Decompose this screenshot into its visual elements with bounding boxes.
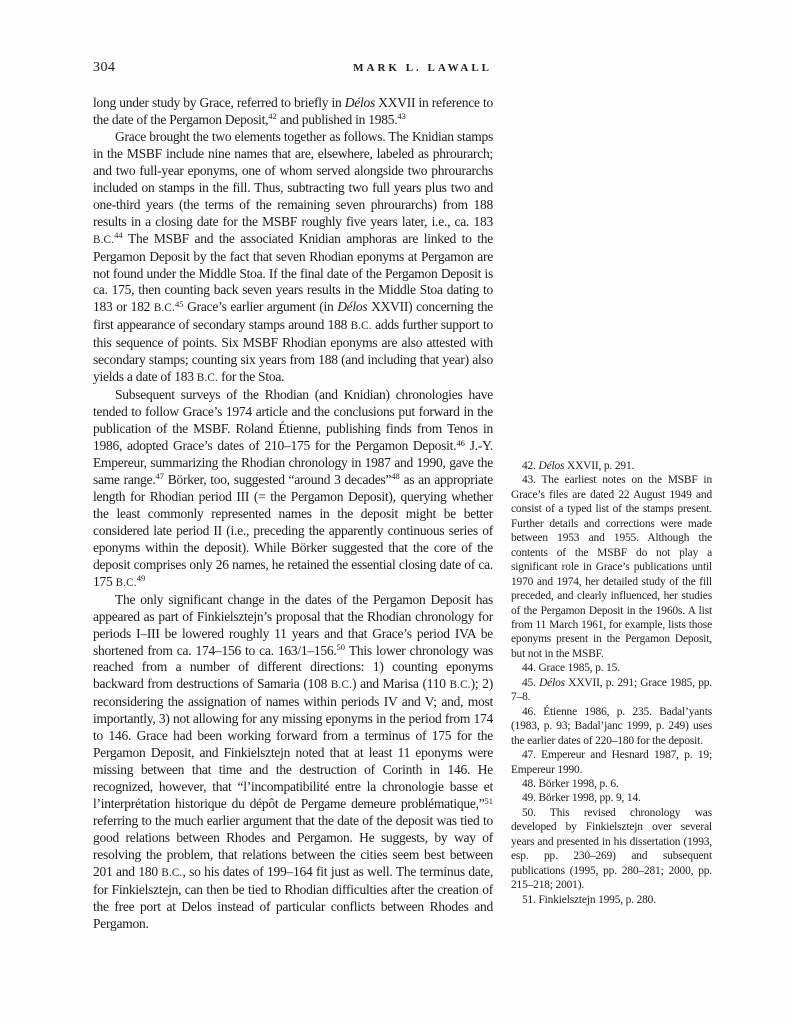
- text-run: 44. Grace 1985, p. 15.: [522, 662, 620, 675]
- footnote: [511, 676, 712, 705]
- italic-run: Délos: [538, 460, 565, 472]
- paragraph: [93, 129, 493, 387]
- smallcaps-run: B.C.: [196, 372, 218, 385]
- text-run: XXVII in reference to the date of the Pergamon Deposit,: [93, 95, 493, 127]
- text-run: 45.: [522, 676, 540, 689]
- footnote-ref: 50: [336, 642, 346, 652]
- text-run: Börker, too, suggested “around 3 decades”: [163, 471, 392, 487]
- italic-run: Délos: [539, 676, 565, 689]
- text-run: adds further support to this sequence of points. Six MSBF Rhodian eponyms are also attested with secondary stamps; counting six years from 188 (and including that year) also yields a date of 183: [93, 317, 494, 385]
- text-run: 48. Börker 1998, p. 6.: [522, 777, 619, 790]
- footnote-ref: 44: [114, 230, 123, 241]
- text-run: 42.: [522, 460, 539, 472]
- running-head-author: MARK L. LAWALL: [353, 62, 492, 74]
- text-run: J.-Y. Empereur, summarizing the Rhodian chronology in 1987 and 1990, gave the same range.: [93, 438, 494, 487]
- text-run: 49. Börker 1998, pp. 9, 14.: [522, 792, 641, 805]
- footnote-ref: 42: [268, 111, 277, 122]
- text-run: 50. This revised chronology was developed by Finkielsztejn over several years and presented in his dissertation (1993, esp. pp. 230–269) and subsequent publications (1995, pp. 280–281; 2000, pp. 215–218; 2001).: [511, 806, 712, 892]
- smallcaps-run: B.C.: [93, 233, 115, 246]
- paragraph: [93, 592, 493, 933]
- footnote-ref: 48: [391, 471, 400, 482]
- page-number: 304: [93, 60, 116, 75]
- text-run: Subsequent surveys of the Rhodian (and Knidian) chronologies have tended to follow Grace’s 1974 article and the conclusions put forward in the publication of the MSBF. Roland Étienne, publishing finds from Tenos in 1986, adopted Grace’s dates of 210–175 for the Pergamon Deposit.: [93, 387, 493, 454]
- text-run: The only significant change in the dates of the Pergamon Deposit has appeared as part of Finkielsztejn’s proposal that the Rhodian chronology for periods I–III be lowered roughly 11 years and that Grace’s period IVA be shortened from ca. 174–156 to ca. 163/1–156.: [93, 591, 493, 658]
- text-run: as an appropriate length for Rhodian period III (= the Pergamon Deposit), querying whether the least commonly represented names in the deposit might be better considered late period II (i.e., preceding the apparently continuous series of eponyms within the deposit). While Börker suggested that the core of the deposit comprises only 26 names, he retained the essential closing date of ca. 175: [93, 471, 493, 589]
- footnotes-column: [511, 459, 712, 907]
- text-run: , so his dates of 199–164 fit just as well. The terminus date, for Finkielsztejn, can then be tied to Rhodian difficulties after the creation of the free port at Delos instead of particular conflicts between Rhodes and Pergamon.: [93, 863, 493, 931]
- smallcaps-run: B.C.: [350, 320, 372, 333]
- footnote: [511, 777, 712, 791]
- footnote-ref: 43: [397, 111, 406, 122]
- text-run: long under study by Grace, referred to briefly in: [93, 95, 345, 110]
- text-run: 51. Finkielsztejn 1995, p. 280.: [522, 893, 656, 906]
- text-run: 46. Étienne 1986, p. 235. Badal’yants (1983, p. 93; Badal’janc 1999, p. 249) uses the earlier dates of 220–180 for the deposit.: [511, 705, 712, 747]
- italic-run: Délos: [337, 299, 368, 315]
- text-run: referring to the much earlier argument that the date of the deposit was tied to good relations between Rhodes and Pergamon. He suggests, by way of resolving the problem, that relations between the cities seem best between 201 and 180: [93, 813, 493, 879]
- footnote: [511, 806, 712, 893]
- footnote-ref: 49: [136, 573, 146, 584]
- text-run: XXVII, p. 291; Grace 1985, pp. 7–8.: [511, 676, 712, 704]
- italic-run: Délos: [344, 95, 376, 110]
- text-run: for the Stoa.: [217, 369, 285, 385]
- footnote: [511, 893, 712, 907]
- footnote-ref: 47: [155, 471, 164, 482]
- smallcaps-run: B.C.: [115, 576, 137, 589]
- footnote-ref: 46: [456, 437, 465, 448]
- paragraph: [93, 95, 493, 129]
- footnote-ref: 45: [174, 298, 184, 309]
- smallcaps-run: B.C.: [153, 302, 175, 315]
- text-run: ) and Marisa (110: [352, 676, 450, 692]
- footnote-ref: 51: [484, 795, 493, 806]
- paragraph: [93, 387, 493, 591]
- text-run: ); 2) reconsidering the assignation of names within periods IV and V; and, most importantly, 3) not allowing for any missing eponyms in the period from 174 to 146. Grace had been working forward from a terminus of 175 for the Pergamon Deposit, and Finkielsztejn noted that at least 11 eponyms were missing between that time and the destruction of Corinth in 146. He recognized, however, that “l’incompatibilité entre la chronologie basse et l’interprétation historique du dépôt de Pergame demeure problématique,”: [93, 676, 493, 812]
- smallcaps-run: B.C.: [330, 679, 353, 692]
- footnote: [511, 661, 712, 675]
- main-text-column: [93, 95, 493, 933]
- footnote: [511, 748, 712, 777]
- text-run: Grace’s earlier argument (in: [183, 299, 338, 315]
- smallcaps-run: B.C.: [161, 866, 183, 879]
- text-run: XXVII, p. 291.: [564, 460, 635, 472]
- text-run: XXVII) concerning the first appearance of secondary stamps around 188: [93, 299, 494, 333]
- text-run: 47. Empereur and Hesnard 1987, p. 19; Empereur 1990.: [511, 749, 712, 776]
- text-run: 43. The earliest notes on the MSBF in Grace’s files are dated 22 August 1949 and consist of a typed list of the stamps present. Further details and corrections were made between 1953 and 1955. Although the contents of the MSBF do not play a significant role in Grace’s publications until 1970 and 1974, her detailed study of the fill preceded, and clearly influenced, her studies of the Pergamon Deposit in the 1960s. A list from 11 March 1961, for example, lists those eponyms present in the Pergamon Deposit, but not in the MSBF.: [511, 474, 712, 660]
- text-run: The MSBF and the associated Knidian amphoras are linked to the Pergamon Deposit by the fact that seven Rhodian eponyms at Pergamon are not found under the Middle Stoa. If the final date of the Pergamon Deposit is ca. 175, then counting back seven years results in the Middle Stoa dating to 183 or 182: [93, 230, 493, 315]
- footnote: [511, 705, 712, 748]
- text-run: This lower chronology was reached from a number of different directions: 1) counting eponyms backward from destructions of Samaria (108: [93, 642, 493, 692]
- footnote: [511, 459, 712, 473]
- smallcaps-run: B.C.: [449, 679, 471, 692]
- footnote: [511, 473, 712, 661]
- text-run: Grace brought the two elements together as follows. The Knidian stamps in the MSBF include nine names that are, elsewhere, labeled as phrourarch; and two full-year eponyms, one of whom served alongside two phrourarchs included on stamps in the fill. Thus, subtracting two full years plus two and one-third years (the terms of the remaining seven phrourarchs) from 188 results in a closing date for the MSBF roughly five years later, i.e., ca. 183: [93, 128, 493, 229]
- footnote: [511, 791, 712, 805]
- text-run: and published in 1985.: [276, 111, 398, 127]
